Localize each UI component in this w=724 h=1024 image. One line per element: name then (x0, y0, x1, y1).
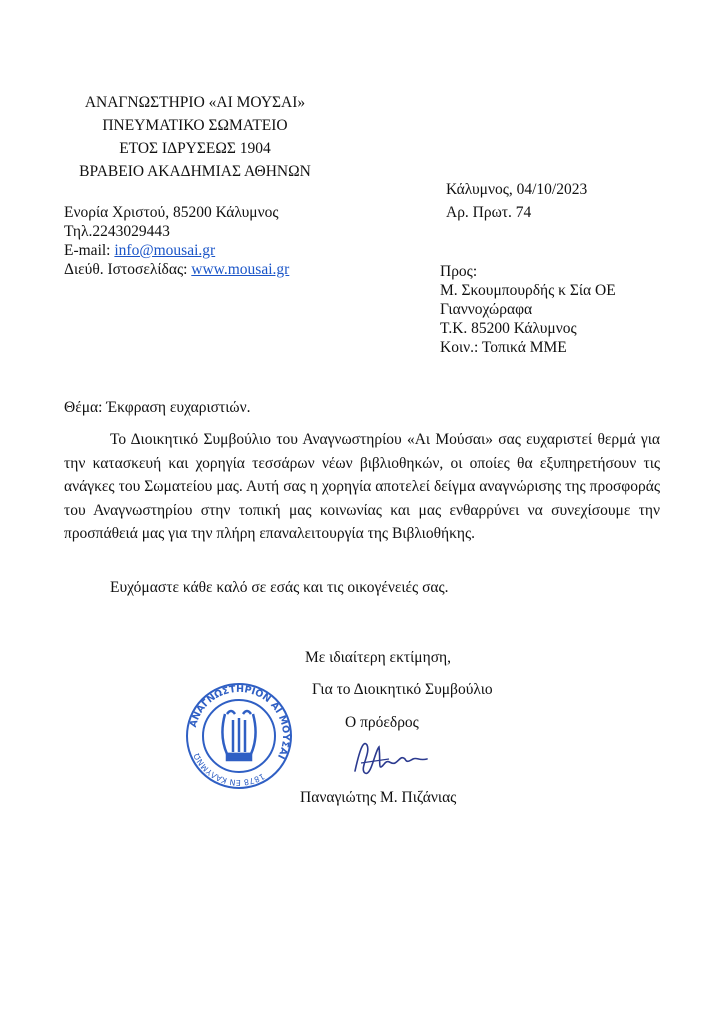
sender-email-label: E-mail: (64, 242, 115, 259)
association-stamp (183, 680, 295, 792)
lyre-emblem-icon (222, 711, 255, 760)
protocol-number: Αρ. Πρωτ. 74 (446, 204, 532, 221)
letterhead-line-2: ΠΝΕΥΜΑΤΙΚΟ ΣΩΜΑΤΕΙΟ (102, 117, 288, 134)
handwritten-signature (345, 733, 435, 783)
letterhead-line-1: ΑΝΑΓΝΩΣΤΗΡΙΟ «ΑΙ ΜΟΥΣΑΙ» (84, 94, 306, 111)
sender-website-row (64, 260, 289, 279)
place-date: Κάλυμνος, 04/10/2023 (446, 181, 588, 198)
website-link[interactable]: www.mousai.gr (191, 261, 290, 278)
recipient-name: Μ. Σκουμπουρδής κ Σία ΟΕ (440, 282, 616, 299)
body-paragraph-2: Ευχόμαστε κάθε καλό σε εσάς και τις οικογένειές σας. (110, 579, 449, 596)
closing-for-board: Για το Διοικητικό Συμβούλιο (312, 681, 493, 698)
recipient-cc: Κοιν.: Τοπικά ΜΜΕ (440, 339, 567, 356)
recipient-postal: Τ.Κ. 85200 Κάλυμνος (440, 320, 577, 337)
sender-email-row (64, 241, 215, 260)
stamp-year: 1878 ΕΝ ΚΑΛΥΜΝΩ (191, 751, 266, 788)
letterhead-line-3: ΕΤΟΣ ΙΔΡΥΣΕΩΣ 1904 (119, 140, 271, 157)
body-paragraph-1: Το Διοικητικό Συμβούλιο του Αναγνωστηρίου «Αι Μούσαι» σας ευχαριστεί θερμά για την κατασκευή και χορηγία τεσσάρων νέων βιβλιοθηκών, οι οποίες θα εξυπηρετήσουν τις ανάγκες του Σωματείου μας. Αυτή σας η χορηγία αποτελεί δείγμα αναγνώρισης της προσφοράς του Αναγνωστηρίου στην τοπική μας κοινωνίας και μας ενθαρρύνει να συνεχίσουμε την προσπάθειά μας για την πλήρη επαναλειτουργία της Βιβλιοθήκης. (64, 431, 660, 542)
letterhead-line-4: ΒΡΑΒΕΙΟ ΑΚΑΔΗΜΙΑΣ ΑΘΗΝΩΝ (79, 163, 311, 180)
recipient-area: Γιαννοχώραφα (440, 301, 533, 318)
sender-phone: Τηλ.2243029443 (64, 223, 170, 240)
subject-line: Θέμα: Έκφραση ευχαριστιών. (64, 399, 251, 416)
closing-regards: Με ιδιαίτερη εκτίμηση, (305, 649, 452, 666)
sender-website-label: Διεύθ. Ιστοσελίδας: (64, 261, 192, 278)
email-link[interactable]: info@mousai.gr (114, 242, 216, 259)
sender-address: Ενορία Χριστού, 85200 Κάλυμνος (64, 204, 279, 221)
stamp-text: ΑΝΑΓΝΩΣΤΗΡΙΟΝ ΑΙ ΜΟΥΣΑΙ (187, 683, 292, 761)
recipient-label: Προς: (440, 263, 478, 280)
signatory-name: Παναγιώτης Μ. Πιζάνιας (300, 789, 457, 806)
closing-role: Ο πρόεδρος (345, 714, 419, 731)
